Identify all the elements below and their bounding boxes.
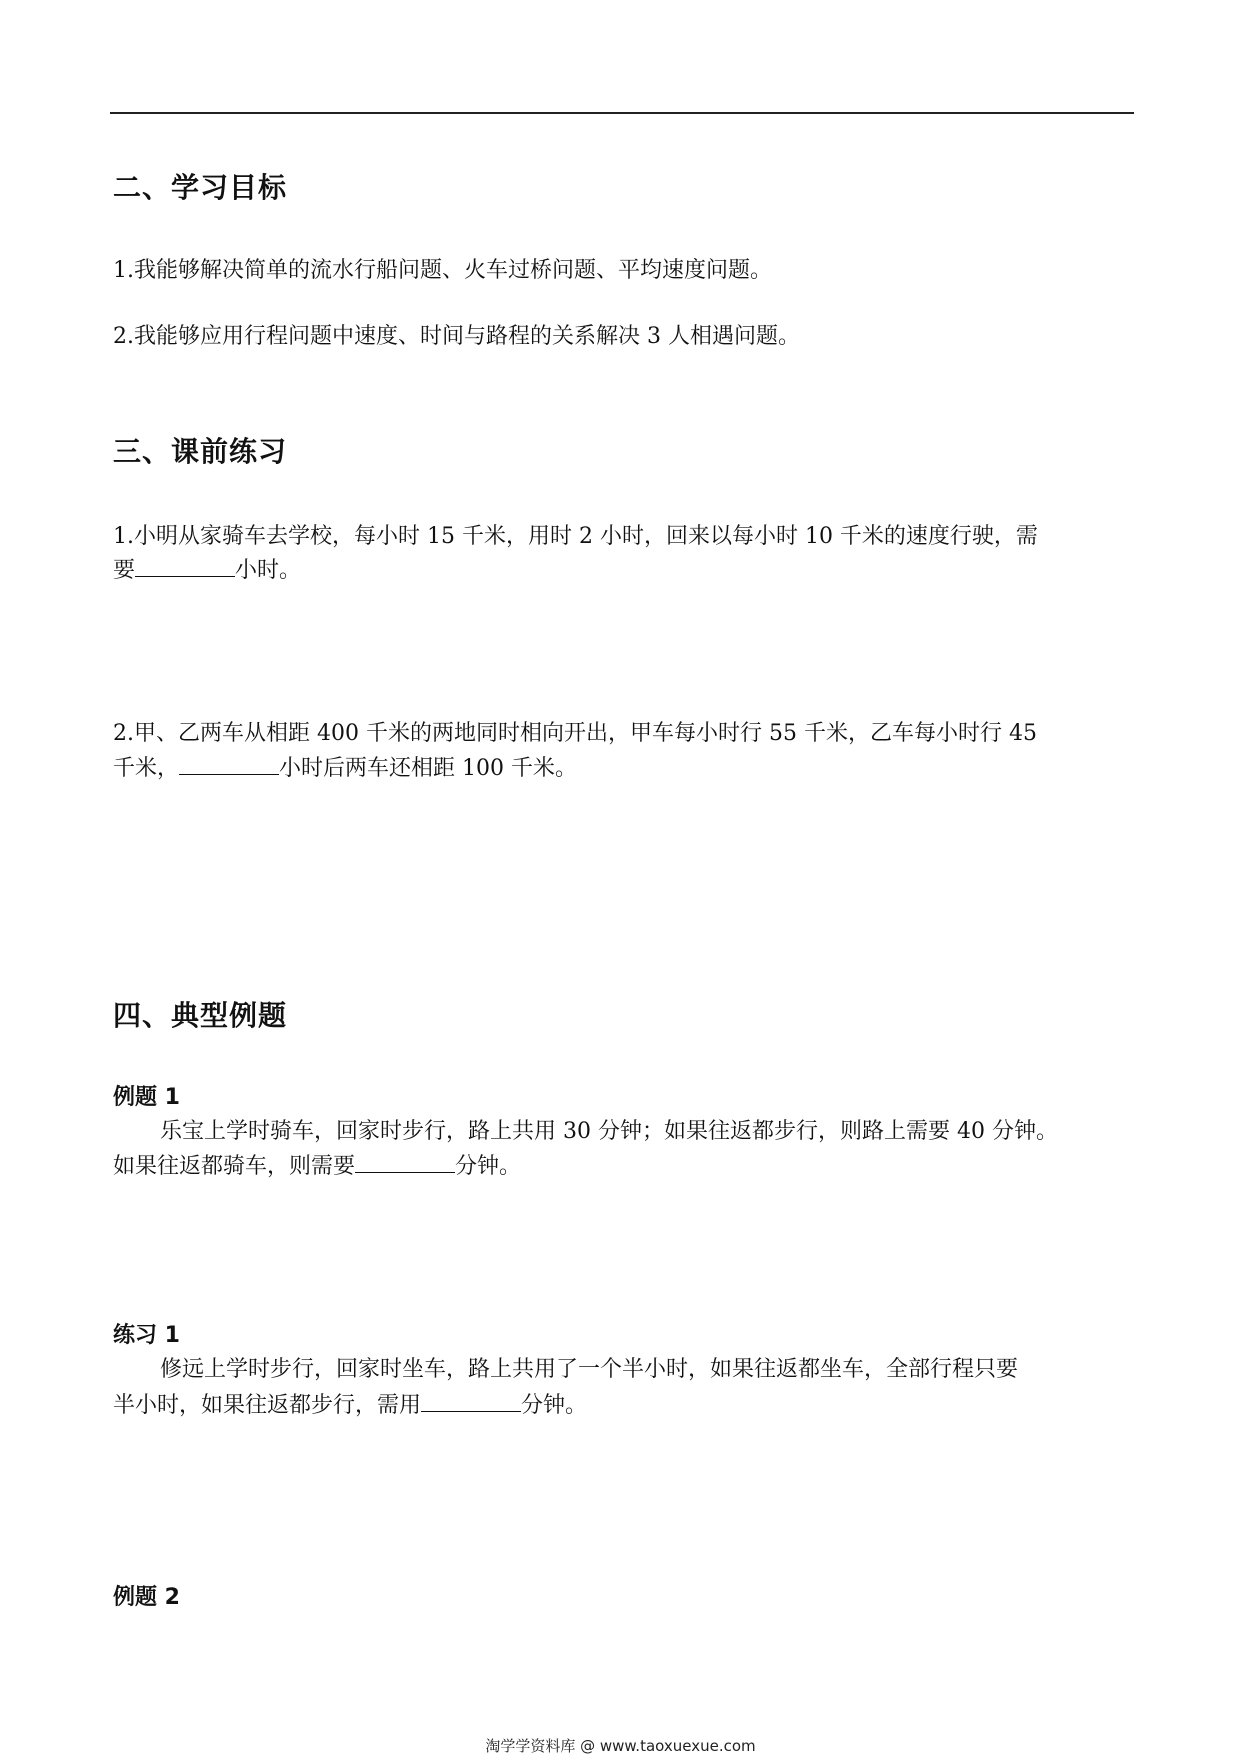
q1-text-before: 要 bbox=[113, 558, 136, 583]
section-heading-goals: 二、学习目标 bbox=[113, 171, 288, 204]
section-heading-examples: 四、典型例题 bbox=[113, 999, 288, 1032]
q2-text-before: 千米， bbox=[113, 756, 180, 781]
answer-blank[interactable] bbox=[179, 754, 279, 775]
answer-blank[interactable] bbox=[355, 1152, 455, 1173]
goal-item-1: 1.我能够解决简单的流水行船问题、火车过桥问题、平均速度问题。 bbox=[113, 258, 772, 283]
example1-text-before: 如果往返都骑车，则需要 bbox=[113, 1154, 356, 1179]
practice1-label: 练习 1 bbox=[113, 1323, 180, 1348]
practice1-line2 bbox=[113, 1388, 587, 1419]
practice1-text-before: 半小时，如果往返都步行，需用 bbox=[113, 1393, 422, 1418]
section-heading-prework: 三、课前练习 bbox=[113, 435, 288, 468]
example1-label: 例题 1 bbox=[113, 1085, 180, 1110]
answer-blank[interactable] bbox=[421, 1391, 521, 1412]
practice1-line1: 修远上学时步行，回家时坐车，路上共用了一个半小时，如果往返都坐车，全部行程只要 bbox=[160, 1357, 1019, 1382]
prework-q1-line2 bbox=[113, 553, 301, 584]
goal-item-2: 2.我能够应用行程问题中速度、时间与路程的关系解决 3 人相遇问题。 bbox=[113, 324, 800, 349]
prework-q2-line1: 2.甲、乙两车从相距 400 千米的两地同时相向开出，甲车每小时行 55 千米，乙车每小时行 45 bbox=[113, 721, 1037, 746]
top-divider bbox=[110, 112, 1134, 114]
footer-watermark: 淘学学资料库 @ www.taoxuexue.com bbox=[485, 1737, 756, 1755]
example2-label: 例题 2 bbox=[113, 1585, 180, 1610]
practice1-text-after: 分钟。 bbox=[521, 1393, 588, 1418]
answer-blank[interactable] bbox=[135, 556, 235, 577]
example1-line1: 乐宝上学时骑车，回家时步行，路上共用 30 分钟；如果往返都步行，则路上需要 40 分钟。 bbox=[160, 1119, 1058, 1144]
q1-text-after: 小时。 bbox=[235, 558, 302, 583]
example1-text-after: 分钟。 bbox=[455, 1154, 522, 1179]
example1-line2 bbox=[113, 1149, 521, 1180]
prework-q2-line2 bbox=[113, 751, 577, 782]
q2-text-after: 小时后两车还相距 100 千米。 bbox=[279, 756, 577, 781]
prework-q1-line1: 1.小明从家骑车去学校，每小时 15 千米，用时 2 小时，回来以每小时 10 千米的速度行驶，需 bbox=[113, 524, 1038, 549]
